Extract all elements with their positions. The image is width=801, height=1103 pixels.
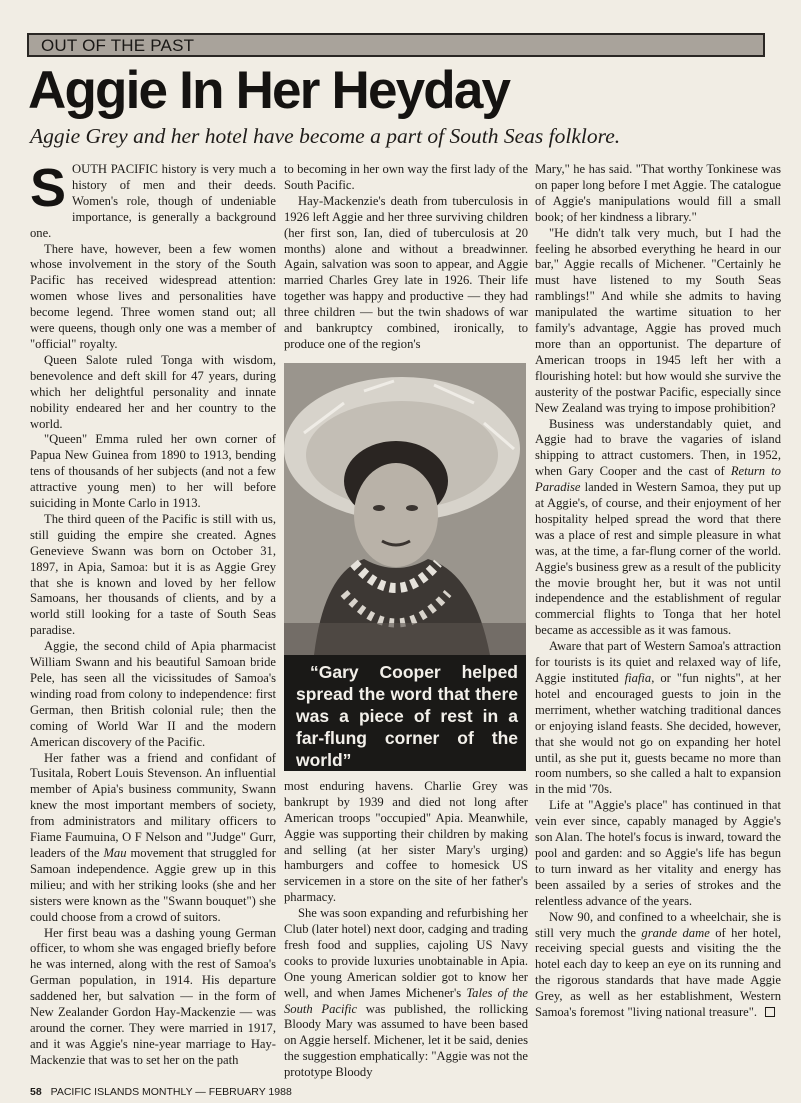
paragraph: most enduring havens. Charlie Grey was bankrupt by 1939 and died not long after American troops "occupied" Apia. Meanwhile, Aggie was supporting their children by making and selling (at her sister Mary's urging) hamburgers and coffee to homesick US servicemen in a store on the site of her father's pharmacy. — [284, 778, 528, 905]
section-bar — [27, 33, 765, 57]
column-2 — [284, 162, 528, 1081]
paragraph: "He didn't talk very much, but I had the feeling he absorbed everything he heard in our bar," Aggie recalls of Michener. "Certainly he must have listened to my South Seas ramblings!" And while she admits to having manipulated the wartime situation to her family's advantage, Aggie has proved much more than an opportunist. The departure of American troops in 1945 left her with a flourishing hotel: but how would she survive the austerity of the postwar Pacific, especially since New Zealand was trying to impose prohibition? — [535, 225, 781, 415]
column-1 — [30, 158, 276, 1069]
paragraph: The third queen of the Pacific is still with us, still guiding the empire she created. Agnes Genevieve Swann was born on October 31, 1897, in Apia, Samoa: but it is as Aggie Grey that she is known and loved by her fellow Samoans, her thousands of clients, and by a world still looking for a taste of South Seas paradise. — [30, 511, 276, 638]
paragraph: SOUTH PACIFIC history is very much a history of men and their deeds. Women's role, though of undeniable importance, is generally a background one. — [30, 158, 276, 240]
italic-term: Mau — [103, 845, 127, 860]
italic-title: Tales of the South Pacific — [284, 985, 528, 1016]
italic-term: fiafia — [624, 671, 652, 685]
page-footer — [30, 1086, 292, 1098]
paragraph: Business was understandably quiet, and Aggie had to brave the vagaries of island shipping to attract customers. Then, in 1952, when Gary Cooper and the cast of Return to Paradise landed in Western Samoa, they put up at Aggie's, of course, and their enjoyment of her hospitality helped spread the word that there was a place of rest and simple pleasure in what was, at the time, a far-flung corner of the world. Aggie's business grew as a result of the publicity the movie brought her, but it was not until independence and the establishment of regular commercial flights to Tonga that her hotel became as accessible as it was famous. — [535, 416, 781, 638]
end-mark-icon — [765, 1007, 775, 1017]
paragraph: Hay-Mackenzie's death from tuberculosis in 1926 left Aggie and her three surviving children (her first son, Ian, died of tuberculosis at 20 months) alone and without a breadwinner. Again, salvation was soon to appear, and Aggie married Charles Grey late in 1926. Their life together was happy and productive — they had three children — but the twin shadows of war and bankruptcy combined, ironically, to produce one of the region's — [284, 193, 528, 351]
paragraph: Mary," he has said. "That worthy Tonkinese was on paper long before I met Aggie. The catalogue of Aggie's manipulations would fill a small book; of her kindness a library." — [535, 162, 781, 224]
headline: Aggie In Her Heyday — [28, 61, 510, 120]
paragraph: Life at "Aggie's place" has continued in that vein ever since, capably managed by Aggie's son Alan. The hotel's focus is inward, toward the pool and garden: and so Aggie's life has begun to turn inward as her vitality and energy has been assailed by a series of strokes and the relentless advance of the years. — [535, 798, 781, 908]
pull-quote: “Gary Cooper helped spread the word that there was a piece of rest in a far-flung corner of the world” — [296, 661, 518, 770]
paragraph: Her father was a friend and confidant of Tusitala, Robert Louis Stevenson. An influential member of Apia's business community, Swann knew the most important members of society, from administrators and military officers to Fiame Faumuina, O F Nelson and "Judge" Gurr, leaders of the Mau movement that struggled for Samoan independence. Aggie grew up in this milieu; and with her striking looks (she and her sisters were known as the "Swann bouquet") she could choose from a crowd of suitors. — [30, 750, 276, 924]
paragraph: Queen Salote ruled Tonga with wisdom, benevolence and deft skill for 47 years, during which her delightful personality and innate nobility endeared her and her country to the world. — [30, 352, 276, 431]
deck: Aggie Grey and her hotel have become a part of South Seas folklore. — [30, 124, 621, 148]
column-3 — [535, 162, 781, 1021]
paragraph: to becoming in her own way the first lady of the South Pacific. — [284, 162, 528, 192]
paragraph: She was soon expanding and refurbishing her Club (later hotel) next door, cadging and trading fresh food and supplies, cajoling US Navy cooks to provide luxuries unobtainable in Apia. One young American soldier got to know her well, and when James Michener's Tales of the South Pacific was published, the rollicking Bloody Mary was assumed to have been based on Aggie herself. Michener, let it be said, denies the suggestion emphatically: "Aggie was not the prototype Bloody — [284, 906, 528, 1080]
drop-cap: S — [30, 158, 67, 218]
paragraph: There have, however, been a few women whose involvement in the story of the South Pacific has received widespread attention: women whose lives and personalities have become legend. Three women stand out; all were queens, though only one was a member of "official" royalty. — [30, 241, 276, 351]
photo-figure — [284, 363, 526, 771]
italic-term: grande dame — [641, 925, 710, 940]
paragraph: Aggie, the second child of Apia pharmacist William Swann and his beautiful Samoan bride Pele, has seen all the vicissitudes of Samoa's winding road from colony to independence: first German, then British colonial rule; then the coming of World War II and the modern American discovery of the Pacific. — [30, 639, 276, 749]
publication-line: PACIFIC ISLANDS MONTHLY — FEBRUARY 1988 — [50, 1086, 292, 1098]
paragraph: "Queen" Emma ruled her own corner of Papua New Guinea from 1890 to 1913, bending tens of thousands of her subjects (and not a few attractive young men) to her will before suiciding in Monte Carlo in 1913. — [30, 432, 276, 511]
italic-title: Return to Paradise — [535, 464, 781, 495]
paragraph: Aware that part of Western Samoa's attraction for tourists is its quiet and relaxed way of life, Aggie instituted fiafia, or "fun nights", at her hotel and encouraged guests to join in the merriment, whether watching traditional dances or enjoying island feasts. She decided, however, that she would not go on expanding her hotel until, as she put it, guests became no more than room numbers, so she called a halt to expansion in the mid '70s. — [535, 639, 781, 797]
paragraph: Her first beau was a dashing young German officer, to whom she was engaged briefly before he was interned, along with the rest of Samoa's German population, in 1914. His departure saddened her, but salvation — in the form of New Zealander Gordon Hay-Mackenzie — was around the corner. They were married in 1917, and it was Aggie's nine-year marriage to Hay-Mackenzie that was to set her on the path — [30, 925, 276, 1067]
portrait-photo — [284, 363, 526, 655]
section-label: OUT OF THE PAST — [41, 36, 195, 55]
paragraph: Now 90, and confined to a wheelchair, she is still very much the grande dame of her hotel, receiving special guests and visiting the the hotel each day to keep an eye on its running and the rigorous standards that have made Aggie Grey, as well as her establishment, Western Samoa's foremost "living national treasure". — [535, 909, 782, 1020]
page-number: 58 — [30, 1086, 42, 1098]
